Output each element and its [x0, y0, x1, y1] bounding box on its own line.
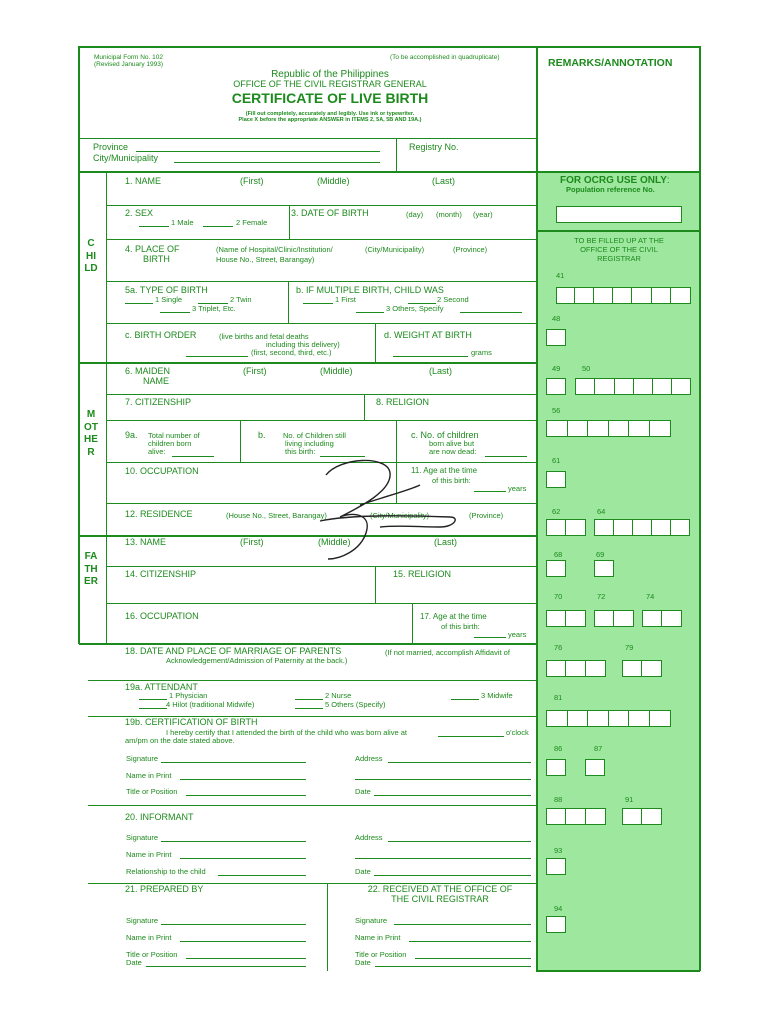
physician-label: 1 Physician — [169, 691, 208, 700]
hilot-checkbox[interactable] — [139, 708, 167, 709]
mother-age-field[interactable] — [474, 491, 506, 492]
prepared-name-field[interactable] — [180, 941, 306, 942]
informant-date-field[interactable] — [374, 875, 531, 876]
fill-note-3: REGISTRAR — [597, 254, 641, 263]
first-label: 1 First — [335, 295, 356, 304]
nurse-checkbox[interactable] — [295, 699, 323, 700]
residence-label: 12. RESIDENCE — [125, 509, 193, 519]
triplet-label: 3 Triplet, Etc. — [192, 304, 236, 313]
code-box-72[interactable] — [594, 610, 634, 627]
others-checkbox[interactable] — [356, 312, 384, 313]
code-box-61[interactable] — [546, 471, 566, 488]
code-box-87[interactable] — [585, 759, 605, 776]
father-citizenship-label: 14. CITIZENSHIP — [125, 569, 197, 579]
dead-label-3: are now dead: — [429, 447, 477, 456]
mother-last-label: (Last) — [429, 366, 453, 376]
child-name-field[interactable] — [125, 191, 525, 201]
sex-male-checkbox[interactable] — [139, 226, 169, 227]
code-label: 56 — [552, 406, 561, 415]
prepared-label: 21. PREPARED BY — [125, 884, 204, 894]
city-label: City/Municipality — [93, 153, 159, 163]
form-number: Municipal Form No. 102 — [94, 54, 163, 61]
province-label: Province — [93, 142, 129, 152]
mother-citizenship-label: 7. CITIZENSHIP — [125, 397, 192, 407]
code-box-74[interactable] — [642, 610, 682, 627]
code-label: 64 — [597, 507, 606, 516]
received-label-1: 22. RECEIVED AT THE OFFICE OF — [367, 884, 513, 894]
code-label: 74 — [646, 592, 655, 601]
child-middle-label: (Middle) — [317, 176, 350, 186]
others-attendant-checkbox[interactable] — [295, 708, 323, 709]
certification-label: 19b. CERTIFICATION OF BIRTH — [125, 717, 258, 727]
dob-month-label: (month) — [436, 210, 462, 219]
informant-signature-field[interactable] — [161, 841, 306, 842]
mother-occupation-label: 10. OCCUPATION — [125, 466, 199, 476]
birth-order-note-2: including this delivery) — [266, 340, 340, 349]
informant-label: 20. INFORMANT — [125, 812, 194, 822]
code-box-88[interactable] — [546, 808, 606, 825]
code-box-62[interactable] — [546, 519, 586, 536]
received-name-label: Name in Print — [355, 933, 401, 942]
weight-field[interactable] — [393, 356, 468, 357]
pob-city-label: (City/Municipality) — [365, 245, 425, 254]
type-of-birth-label: 5a. TYPE OF BIRTH — [125, 285, 208, 295]
code-box-93[interactable] — [546, 858, 566, 875]
twin-label: 2 Twin — [230, 295, 252, 304]
child-sex-label: 2. SEX — [125, 208, 154, 218]
certification-text-1: I hereby certify that I attended the birth of the child who was born alive at — [166, 728, 407, 737]
cert-signature-label: Signature — [126, 754, 159, 763]
side-label-mother: MOTHER — [84, 409, 98, 458]
mother-middle-label: (Middle) — [320, 366, 353, 376]
cert-address-label: Address — [355, 754, 383, 763]
code-label: 61 — [552, 456, 561, 465]
cert-title-label: Title or Position — [126, 787, 178, 796]
mother-first-label: (First) — [243, 366, 267, 376]
multiple-birth-label: b. IF MULTIPLE BIRTH, CHILD WAS — [296, 285, 444, 295]
pob-label-2: BIRTH — [143, 254, 170, 264]
sex-female-checkbox[interactable] — [203, 226, 233, 227]
received-title-label: Title or Position — [355, 950, 407, 959]
code-label: 76 — [554, 643, 563, 652]
birth-order-note-3: (first, second, third, etc.) — [251, 348, 332, 357]
child-first-label: (First) — [240, 176, 264, 186]
still-living-label-1: No. of Children still — [283, 431, 346, 440]
total-born-label-2: children born — [148, 439, 192, 448]
maiden-label-2: NAME — [143, 376, 170, 386]
received-label-2: THE CIVIL REGISTRAR — [391, 894, 489, 904]
code-label: 81 — [554, 693, 563, 702]
code-label: 79 — [625, 643, 634, 652]
republic-label: Republic of the Philippines — [271, 69, 389, 80]
pob-hospital-label: (Name of Hospital/Clinic/Institution/ — [216, 245, 333, 254]
relationship-label: Relationship to the child — [126, 867, 206, 876]
prepared-title-label: Title or Position — [126, 950, 178, 959]
informant-address-label: Address — [355, 833, 383, 842]
father-age-label-1: 17. Age at the time — [420, 612, 487, 621]
code-box-76[interactable] — [546, 660, 606, 677]
fill-note-1: TO BE FILLED UP AT THE — [574, 236, 664, 245]
marriage-label: 18. DATE AND PLACE OF MARRIAGE OF PARENTS — [125, 646, 342, 656]
code-box-86[interactable] — [546, 759, 566, 776]
code-box-79[interactable] — [622, 660, 662, 677]
code-box-64[interactable] — [594, 519, 690, 536]
prepared-date-label: Date — [126, 958, 142, 967]
code-label: 41 — [556, 271, 565, 280]
code-label: 62 — [552, 507, 561, 516]
single-checkbox[interactable] — [125, 303, 153, 304]
fill-note-2: OFFICE OF THE CIVIL — [580, 245, 658, 254]
still-living-num: b. — [258, 430, 266, 440]
midwife-checkbox[interactable] — [451, 699, 479, 700]
prepared-signature-field[interactable] — [161, 924, 306, 925]
received-name-field[interactable] — [409, 941, 531, 942]
form-revised: (Revised January 1993) — [94, 61, 164, 68]
sex-male-label: 1 Male — [171, 218, 194, 227]
code-label: 50 — [582, 364, 591, 373]
code-box-49[interactable] — [546, 378, 566, 395]
registry-field[interactable] — [409, 155, 529, 165]
certification-text-2: am/pm on the date stated above. — [125, 736, 235, 745]
total-born-field[interactable] — [172, 456, 214, 457]
father-last-label: (Last) — [434, 537, 458, 547]
father-age-label-2: of this birth: — [441, 622, 480, 631]
code-label: 69 — [596, 550, 605, 559]
pob-house-label: House No., Street, Barangay) — [216, 255, 315, 264]
side-label-father: FATHER — [84, 551, 98, 587]
child-last-label: (Last) — [432, 176, 456, 186]
mother-religion-label: 8. RELIGION — [376, 397, 430, 407]
still-living-label-2: living including — [285, 439, 334, 448]
cert-date-field[interactable] — [374, 795, 531, 796]
father-name-label: 13. NAME — [125, 537, 167, 547]
father-middle-label: (Middle) — [318, 537, 351, 547]
signature-scribble — [300, 455, 470, 565]
cert-name-field[interactable] — [180, 779, 306, 780]
sex-female-label: 2 Female — [236, 218, 268, 227]
code-label: 88 — [554, 795, 563, 804]
dead-field[interactable] — [485, 456, 527, 457]
mother-name-field[interactable] — [200, 380, 525, 390]
code-label: 72 — [597, 592, 606, 601]
city-field[interactable] — [176, 152, 378, 162]
code-label: 70 — [554, 592, 563, 601]
midwife-label: 3 Midwife — [481, 691, 513, 700]
father-age-field[interactable] — [474, 637, 506, 638]
code-label: 94 — [554, 904, 563, 913]
relationship-field[interactable] — [218, 875, 306, 876]
code-box-68[interactable] — [546, 560, 566, 577]
code-box-70[interactable] — [546, 610, 586, 627]
dob-year-label: (year) — [473, 210, 493, 219]
hilot-label: 4 Hilot (traditional Midwife) — [166, 700, 255, 709]
father-years-label: years — [508, 630, 527, 639]
child-name-label: 1. NAME — [125, 176, 162, 186]
office-label: OFFICE OF THE CIVIL REGISTRAR GENERAL — [233, 79, 427, 89]
dob-label: 3. DATE OF BIRTH — [291, 208, 369, 218]
prepared-signature-label: Signature — [126, 916, 159, 925]
pob-field[interactable] — [125, 267, 525, 277]
informant-address-field[interactable] — [388, 841, 531, 842]
birth-order-field[interactable] — [186, 356, 248, 357]
cert-title-field[interactable] — [186, 795, 306, 796]
code-box-94[interactable] — [546, 916, 566, 933]
code-label: 48 — [552, 314, 561, 323]
code-box-69[interactable] — [594, 560, 614, 577]
cert-date-label: Date — [355, 787, 371, 796]
instructions-1: (Fill out completely, accurately and legibly. Use ink or typewriter. — [245, 111, 415, 117]
code-label: 68 — [554, 550, 563, 559]
pob-province-label: (Province) — [453, 245, 488, 254]
prepared-name-label: Name in Print — [126, 933, 172, 942]
code-box-48[interactable] — [546, 329, 566, 346]
received-date-label: Date — [355, 958, 371, 967]
single-label: 1 Single — [155, 295, 183, 304]
dead-label-2: born alive but — [429, 439, 475, 448]
code-label: 91 — [625, 795, 634, 804]
weight-label: d. WEIGHT AT BIRTH — [384, 330, 472, 340]
attendant-label: 19a. ATTENDANT — [125, 682, 198, 692]
received-signature-field[interactable] — [394, 924, 531, 925]
ocrg-label: FOR OCRG USE ONLY: — [560, 175, 670, 186]
informant-name-field[interactable] — [180, 858, 306, 859]
page-title: CERTIFICATE OF LIVE BIRTH — [231, 90, 429, 106]
province-field[interactable] — [138, 141, 378, 151]
dead-label-1: c. No. of children — [411, 430, 479, 440]
mother-years-label: years — [508, 484, 527, 493]
still-living-label-3: this birth: — [285, 447, 316, 456]
quadruplicate-note: (To be accomplished in quadruplicate) — [390, 54, 500, 61]
informant-date-label: Date — [355, 867, 371, 876]
code-box-91[interactable] — [622, 808, 662, 825]
residence-city-label: (City/Municipality) — [370, 511, 430, 520]
residence-house-label: (House No., Street, Barangay) — [226, 511, 327, 520]
birth-order-note-1: (live births and fetal deaths — [219, 332, 309, 341]
code-label: 87 — [594, 744, 603, 753]
instructions-2: Place X before the appropriate ANSWER in ITEMS 2, 5A, 5B AND 19A.) — [238, 117, 422, 123]
code-label: 49 — [552, 364, 561, 373]
received-date-field[interactable] — [375, 966, 531, 967]
father-occupation-label: 16. OCCUPATION — [125, 611, 199, 621]
residence-province-label: (Province) — [469, 511, 504, 520]
code-label: 93 — [554, 846, 563, 855]
cert-signature-field[interactable] — [161, 762, 306, 763]
mother-age-label-1: 11. Age at the time — [411, 466, 478, 475]
informant-signature-label: Signature — [126, 833, 159, 842]
first-checkbox[interactable] — [303, 303, 333, 304]
maiden-label-1: 6. MAIDEN — [125, 366, 171, 376]
prepared-date-field[interactable] — [146, 966, 306, 967]
registry-label: Registry No. — [409, 142, 459, 152]
side-label-child: CHILD — [84, 238, 98, 274]
oclock-label: o'clock — [506, 728, 529, 737]
cert-name-label: Name in Print — [126, 771, 172, 780]
birth-time-field[interactable] — [438, 736, 504, 737]
others-attendant-label: 5 Others (Specify) — [325, 700, 386, 709]
remarks-textarea[interactable] — [542, 74, 698, 170]
nurse-label: 2 Nurse — [325, 691, 352, 700]
prepared-title-field[interactable] — [186, 958, 306, 959]
father-religion-label: 15. RELIGION — [393, 569, 452, 579]
population-ref-box[interactable] — [556, 206, 682, 223]
code-label: 86 — [554, 744, 563, 753]
received-signature-label: Signature — [355, 916, 388, 925]
marriage-note-1: (If not married, accomplish Affidavit of — [385, 648, 510, 657]
father-first-label: (First) — [240, 537, 264, 547]
mother-age-label-2: of this birth: — [432, 476, 471, 485]
total-born-label-1: Total number of — [148, 431, 200, 440]
dob-field[interactable] — [292, 224, 526, 234]
population-ref-label: Population reference No. — [566, 185, 655, 194]
grams-label: grams — [471, 348, 492, 357]
others-label: 3 Others, Specify — [386, 304, 444, 313]
birth-order-label: c. BIRTH ORDER — [125, 330, 197, 340]
received-title-field[interactable] — [415, 958, 531, 959]
pob-label-1: 4. PLACE OF — [125, 244, 180, 254]
cert-address-field[interactable] — [388, 762, 531, 763]
dob-day-label: (day) — [406, 210, 424, 219]
remarks-title: REMARKS/ANNOTATION — [548, 57, 673, 69]
informant-name-label: Name in Print — [126, 850, 172, 859]
second-label: 2 Second — [437, 295, 469, 304]
physician-checkbox[interactable] — [139, 699, 167, 700]
triplet-checkbox[interactable] — [160, 312, 190, 313]
marriage-note-2: Acknowledgement/Admission of Paternity at the back.) — [166, 656, 348, 665]
total-born-num: 9a. — [125, 430, 138, 440]
total-born-label-3: alive: — [148, 447, 166, 456]
